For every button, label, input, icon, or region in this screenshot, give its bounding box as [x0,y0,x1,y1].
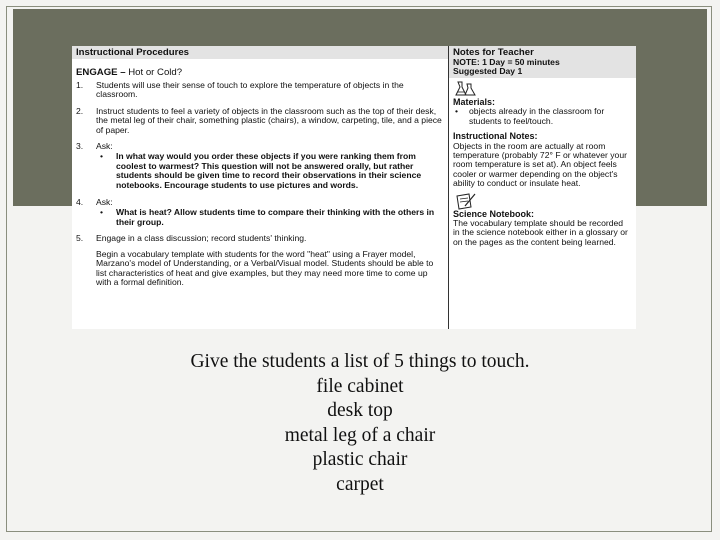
step-5 [72,234,448,243]
step-3 [72,142,448,190]
step-number: 2. [76,105,84,116]
caption-line: Give the students a list of 5 things to touch. [190,351,530,372]
notebook-pencil-icon [455,192,477,210]
instructional-notes-text: Objects in the room are actually at room temperature (probably 72° F or whatever your room temperature is set at). An object feels cooler or warmer depending on the object's ability to conduct or insulate heat. [453,140,627,189]
procedures-header: Instructional Procedures [72,46,448,59]
caption-line: plastic chair [312,449,408,470]
engage-subtitle: Hot or Cold? [128,67,183,78]
instructional-notes-title: Instructional Notes: [453,131,538,142]
beaker-icon [455,80,477,98]
science-notebook-text: The vocabulary template should be recorded in the science notebook either in a glossary or on the pages as the content being learned. [453,218,628,247]
step-bullet [96,152,444,190]
materials-title: Materials: [453,97,496,107]
materials-item [453,107,632,126]
teacher-notes-column [449,46,636,329]
slide-caption [0,350,720,497]
teacher-notes-header [449,46,636,78]
engage-title: ENGAGE – [76,67,129,78]
science-notebook-title: Science Notebook: [453,208,535,219]
caption-line: carpet [336,473,384,495]
step-content [96,198,444,227]
step-1 [72,81,448,100]
instructional-notes-section [449,132,636,188]
caption-line: file cabinet [316,375,404,397]
caption-line: desk top [327,400,393,421]
teacher-notes-title: Notes for Teacher [453,47,534,58]
bullet-text: In what way would you order these objects if you were ranking them from coolest to warmest? This question will not be answered orally, but rather students should be given time to record their observations in their science notebooks. Encourage students to use pictures and words. [116,151,422,190]
lesson-plan-document [72,46,636,329]
materials-item-text: objects already in the classroom for students to feel/touch. [469,106,605,126]
step-2 [72,107,448,135]
suggested-day: Suggested Day 1 [453,66,523,77]
engage-heading [72,59,448,78]
step-text: Instruct students to feel a variety of objects in the classroom such as the top of their desk, the metal leg of their chair, something plastic (chairs), a window, carpeting, tile, and a piece of paper. [96,105,442,135]
step-number: 1. [76,80,84,90]
science-notebook-section [449,192,636,248]
bullet-text: What is heat? Allow students time to compare their thinking with the others in their group. [116,207,435,227]
step-number: 5. [76,233,84,244]
step-text: Students will use their sense of touch to explore the temperature of objects in the classroom. [96,80,404,100]
step-content [96,142,444,190]
time-note: NOTE: 1 Day = 50 minutes [453,57,560,67]
step-number: 3. [76,141,84,152]
bullet-icon: • [100,151,104,162]
step-4 [72,198,448,227]
step-text: Ask: [96,141,113,152]
vocabulary-paragraph: Begin a vocabulary template with students for the word "heat" using a Frayer model, Marzano's model of Understanding, or a Verbal/Visual model. Students should be able to list characteristics of heat and give examples, but they may need more time to come up with a formal definition. [96,248,434,287]
materials-section [449,80,636,126]
step-bullet [96,208,444,227]
bullet-icon: • [100,207,104,218]
caption-line: metal leg of a chair [284,424,436,446]
procedures-column [72,46,448,329]
step-number: 4. [76,197,84,208]
step-text: Ask: [96,197,113,208]
step-text: Engage in a class discussion; record students' thinking. [96,233,307,244]
bullet-icon: • [455,106,459,117]
